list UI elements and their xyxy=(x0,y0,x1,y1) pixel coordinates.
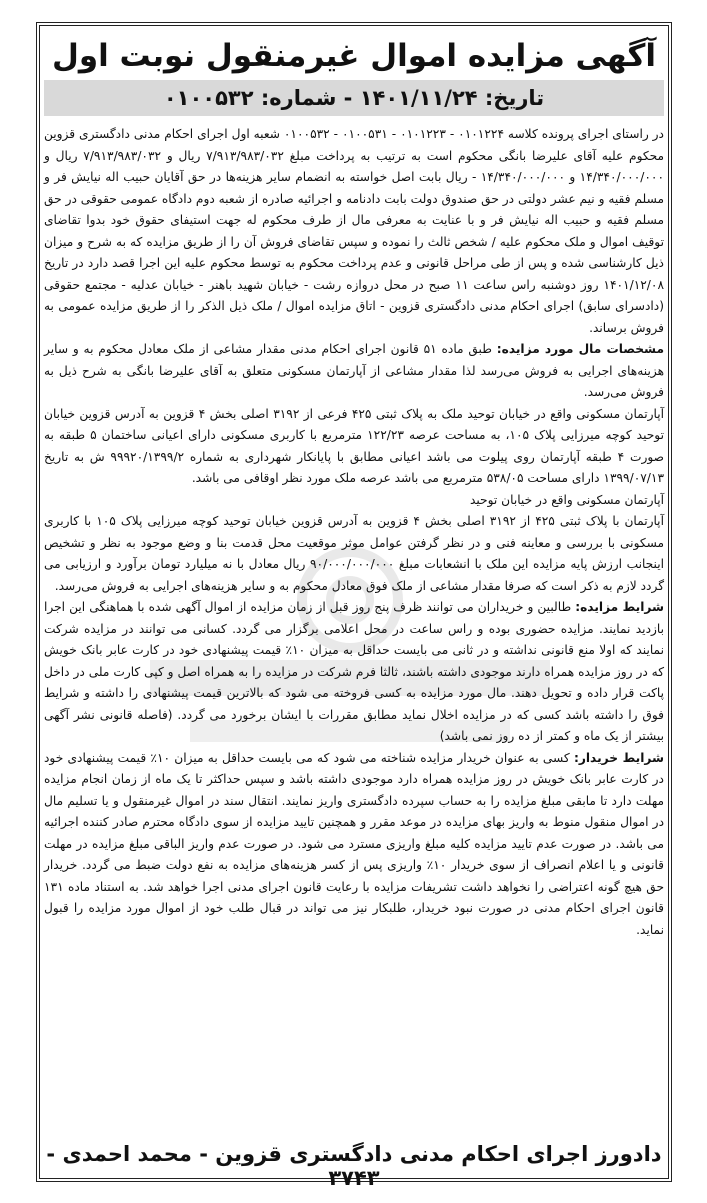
valuation-paragraph: آپارتمان با پلاک ثبتی ۴۲۵ از ۳۱۹۲ اصلی بخش ۴ قزوین به آدرس قزوین خیابان توحید کوچه میرزایی پلاک ۱۰۵ با کاربری مسکونی با بررسی و معاینه فنی و در نظر گرفتن عوامل موثر موقعیت محل قدمت بنا و وضع موجود به نظر و تشخیص اینجانب ارزش پایه مزایده این ملک با انشعابات مبلغ ۹۰/۰۰۰/۰۰۰/۰۰۰ ریال معادل با نه میلیارد تومان برآورد و ارزیابی می گردد لازم به ذکر است که صرفا مقدار مشاعی از ملک فوق معادل محکوم به و سایر هزینه‌های اجرایی به فروش می‌رسد. xyxy=(44,514,665,593)
property-specs-label: مشخصات مال مورد مزایده: xyxy=(496,342,665,356)
apartment-paragraph: آپارتمان مسکونی واقع در خیابان توحید ملک به پلاک ثبتی ۴۲۵ فرعی از ۳۱۹۲ اصلی بخش ۴ قزوین به آدرس قزوین خیابان توحید کوچه میرزایی پلاک ۱۰۵، به مساحت عرصه ۱۲۲/۲۳ مترمربع با کاربری مسکونی دارای اعیانی ساختمان ۵ طبقه به صورت ۴ طبقه آپارتمان روی پیلوت می باشد اعیانی مطابق با پایانکار شهرداری به شماره ۹۹۹۲۰/۱۳۹۹/۲ ش به تاریخ ۱۳۹۹/۰۷/۱۳ دارای مساحت ۵۳۸/۰۵ مترمربع می باشد عرصه ملک مورد نظر اوقافی می باشد. xyxy=(44,406,664,485)
auction-conditions-text: طالبین و خریداران می توانند ظرف پنج روز قبل از زمان مزایده از اموال آگهی شده با هماهنگی این اجرا بازدید نمایند. مزایده حضوری بوده و راس ساعت در محل اعلامی برگزار می گردد. کسانی می توانند در مزایده شرکت نمایند که اولا منع قانونی نداشته و در ثانی می بایست حداقل به میزان ۱۰٪ قیمت پیشنهادی خود در کارت عابر بانک خویش که در روز مزایده همراه دارند موجودی داشته باشند، ثالثا فرم شرکت در مزایده را به همراه اصل و کپی کارت ملی در داخل پاکت قرار داده و تحویل دهند. مال مورد مزایده به کسی فروخته می شود که بالاترین قیمت پیشنهادی را داشته و شرایط فوق را داشته باشد کسی که در مزایده اخلال نماید مطابق مقررات با ایشان برخورد می گردد. (فاصله قانونی نشر آگهی بیشتر از یک ماه و کمتر از ده روز نمی باشد) xyxy=(44,600,664,743)
property-specs-text: طبق ماده ۵۱ قانون اجرای احکام مدنی مقدار مشاعی از ملک معادل محکوم به و سایر هزینه‌های اجرایی به فروش می‌رسد لذا مقدار مشاعی از آپارتمان مسکونی متعلق به آقای علیرضا بانگی به شرح ذیل به فروش می‌رسد. xyxy=(44,342,664,399)
property-specs-paragraph xyxy=(44,339,664,404)
date-number-line: تاریخ: ۱۴۰۱/۱۱/۲۴ - شماره: ۰۱۰۰۵۳۲ xyxy=(44,80,664,116)
auction-conditions-paragraph xyxy=(44,597,664,748)
notice-title: آگهی مزایده اموال غیرمنقول نوبت اول xyxy=(51,38,657,74)
apartment-heading: آپارتمان مسکونی واقع در خیابان توحید xyxy=(469,492,664,507)
notice-content xyxy=(44,28,664,941)
signature-footer: دادورز اجرای احکام مدنی دادگستری قزوین - محمد احمدی - ۳۷۴۳ xyxy=(46,1142,662,1190)
buyer-conditions-text: کسی به عنوان خریدار مزایده شناخته می شود که می بایست حداقل به میزان ۱۰٪ قیمت پیشنهادی خود در کارت عابر بانک خویش در روز مزایده همراه دارد موجودی داشته باشد و سپس حداکثر تا یک ماه از زمان انجام مزایده مهلت دارد تا مابقی مبلغ مزایده را به حساب سپرده دادگستری واریز نمایند. انتقال سند در اموال غیرمنقول و یا تسلیم مال در اموال منقول منوط به واریز بهای مزایده در موعد مقرر و همچنین تایید مزایده از سوی دادگاه محترم صادر کننده اجرائیه می باشد. در صورت عدم تایید مزایده کلیه مبلغ واریزی مسترد می شود. در صورت عدم واریز الباقی مبلغ مزایده در مهلت قانونی و یا اعلام انصراف از سوی خریدار ۱۰٪ واریزی پس از کسر هزینه‌های مزایده به نفع دولت ضبط می گردد. خریدار حق هیچ گونه اعتراضی را نخواهد داشت تشریفات مزایده با رعایت قانون اجرای مدنی اجرا خواهد شد. به استناد ماده ۱۳۱ قانون اجرای احکام مدنی در صورت نبود خریدار، طلبکار نیز می تواند در قبال طلب خود از اموال مورد مزایده را قبول نماید. xyxy=(44,750,665,937)
intro-paragraph: در راستای اجرای پرونده کلاسه ۰۱۰۱۲۲۴ - ۰۱۰۱۲۲۳ - ۰۱۰۰۵۳۱ - ۰۱۰۰۵۳۲ شعبه اول اجرای احکام مدنی دادگستری قزوین محکوم علیه آقای علیرضا بانگی محکوم است به ترتیب به پرداخت مبلغ ۷/۹۱۳/۹۸۳/۰۳۲ ریال و ۷/۹۱۳/۹۸۳/۰۳۲ ریال و ۱۴/۳۴۰/۰۰۰/۰۰۰ و ۱۴/۳۴۰/۰۰۰/۰۰۰ - ریال بابت اصل خواسته به انضمام سایر هزینه‌ها در حق آقایان حبیب اله نیایش فر و مسلم فقیه و نیم عشر دولتی در حق صندوق دولت بابت دادنامه و اجرائیه صادره از شعبه دوم دادگاه عمومی حقوقی در حق مسلم فقیه و حبیب اله نیایش فر و با عنایت به معرفی مال از طرف محکوم له جهت استیفای حقوق خود بدوا تقاضای توقیف اموال و ملک محکوم علیه / شخص ثالث را نموده و سپس تقاضای فروش آن را از طریق مزایده که به شرح و میزان ذیل کارشناسی شده و پس از طی مراحل قانونی و عدم پرداخت محکوم به توسط محکوم علیه این اجرا قصد دارد در تاریخ ۱۴۰۱/۱۲/۰۸ روز دوشنبه راس ساعت ۱۱ صبح در محل دروازه رشت - خیابان شهید باهنر - خیابان عدلیه - مجتمع حقوقی (دادسرای سابق) اجرای احکام مدنی دادگستری قزوین - اتاق مزایده اموال / ملک ذیل الذکر را از طریق مزایده عمومی به فروش برساند. xyxy=(44,127,664,335)
buyer-conditions-label: شرایط خریدار: xyxy=(573,750,664,765)
buyer-conditions-paragraph xyxy=(44,748,664,942)
auction-conditions-label: شرایط مزایده: xyxy=(575,600,665,614)
